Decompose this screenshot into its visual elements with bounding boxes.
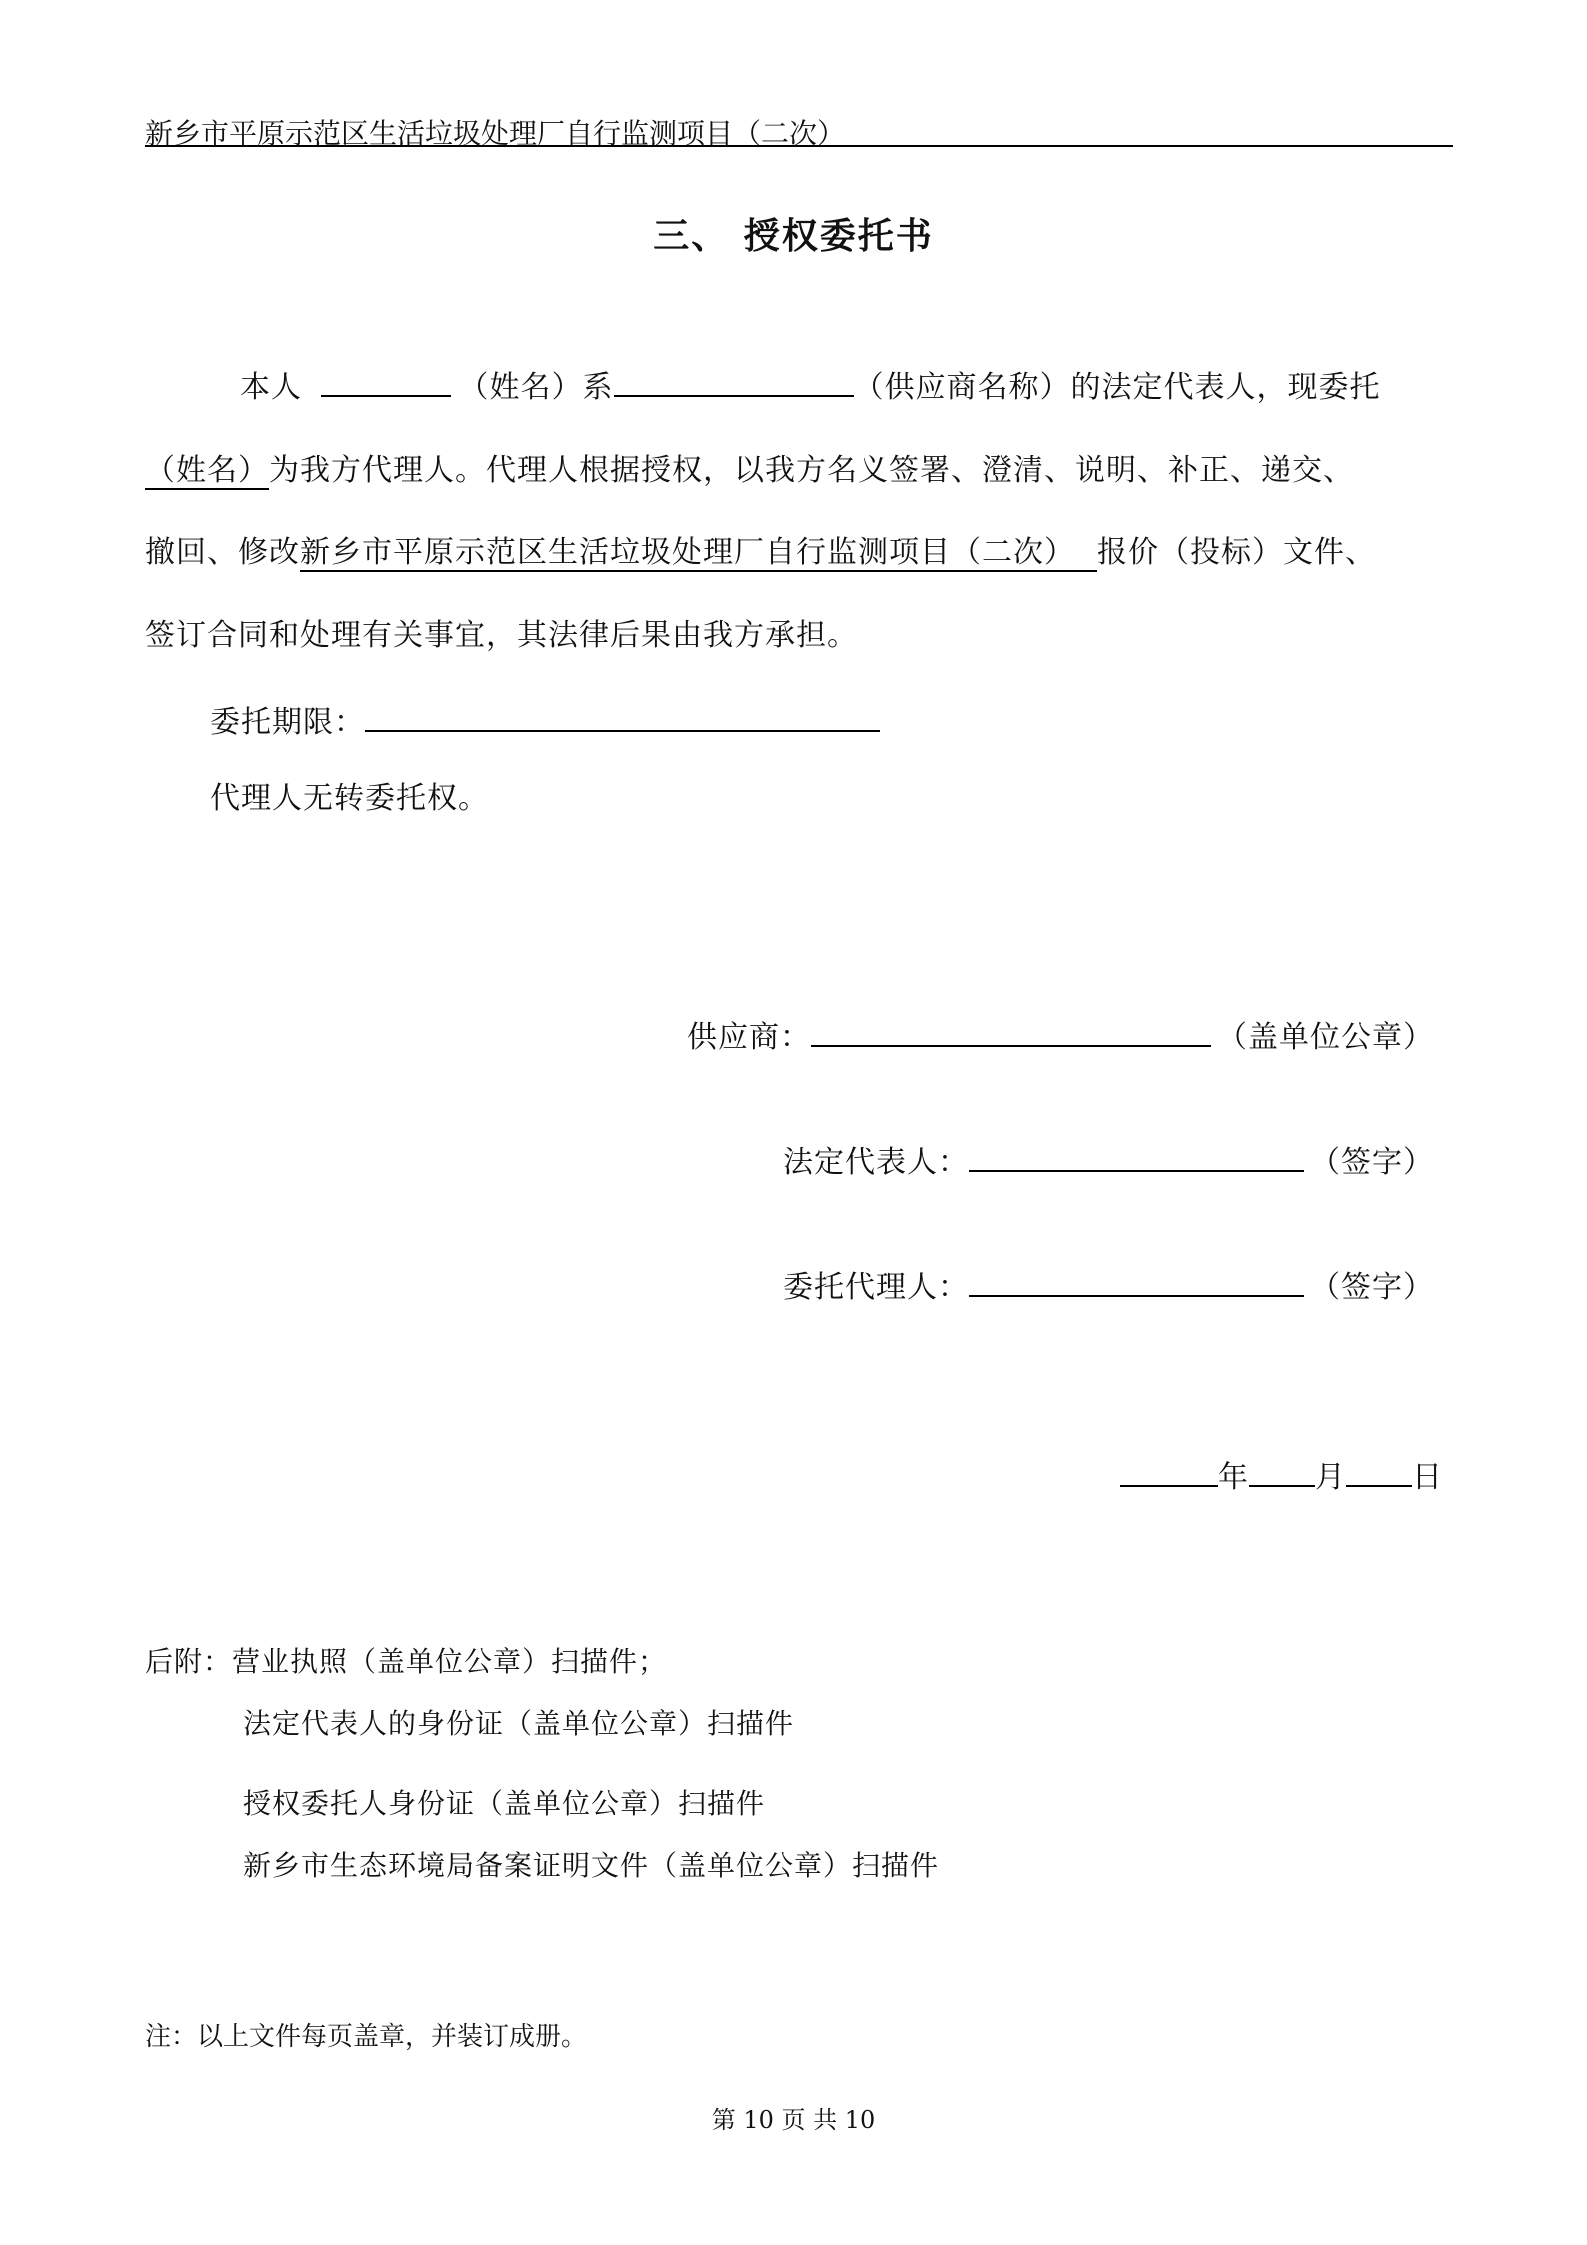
- attachment-item: 法定代表人的身份证（盖单位公章）扫描件: [243, 1707, 795, 1740]
- name-blank: [321, 369, 451, 397]
- note: 注：以上文件每页盖章，并装订成册。: [145, 2022, 588, 2052]
- date-line: [1120, 1452, 1443, 1496]
- attachment-item: 营业执照（盖单位公章）扫描件；: [232, 1645, 668, 1678]
- attachments-label: 后附：: [145, 1645, 233, 1678]
- attachment-item: 新乡市生态环境局备案证明文件（盖单位公章）扫描件: [243, 1849, 940, 1882]
- para1-line1-a: 本人: [240, 370, 302, 405]
- para1-line3-b: 报价（投标）文件、: [1097, 535, 1376, 570]
- para1-line2: [145, 445, 1354, 489]
- term-line: [210, 697, 880, 741]
- no-subdelegation: 代理人无转委托权。: [210, 781, 489, 816]
- document-title: 三、 授权委托书: [653, 216, 934, 257]
- para1-line1-c: （供应商名称）的法定代表人，现委托: [853, 370, 1381, 405]
- para1-line1-b: （姓名）系: [458, 370, 614, 405]
- supplier-note: （盖单位公章）: [1217, 1020, 1434, 1055]
- project-name-underlined: 新乡市平原示范区生活垃圾处理厂自行监测项目（二次）: [300, 535, 1097, 572]
- supplier-signature-line: [687, 1012, 1434, 1056]
- supplier-label: 供应商：: [687, 1020, 811, 1055]
- agent-note: （签字）: [1310, 1270, 1434, 1305]
- month-label: 月: [1315, 1460, 1346, 1495]
- header-project-title: 新乡市平原示范区生活垃圾处理厂自行监测项目（二次）: [145, 117, 846, 150]
- supplier-name-blank: [614, 369, 854, 397]
- legal-rep-signature-line: [783, 1137, 1434, 1181]
- term-label: 委托期限：: [210, 705, 365, 740]
- supplier-blank: [811, 1019, 1211, 1047]
- para1-line3-a: 撤回、修改: [145, 535, 300, 570]
- para1-line3: [145, 527, 1376, 571]
- month-blank: [1249, 1459, 1315, 1487]
- agent-name-underlined: （姓名）: [145, 453, 269, 488]
- day-label: 日: [1412, 1460, 1443, 1495]
- day-blank: [1346, 1459, 1412, 1487]
- legal-rep-blank: [969, 1144, 1304, 1172]
- legal-rep-label: 法定代表人：: [783, 1145, 969, 1180]
- year-label: 年: [1218, 1460, 1249, 1495]
- legal-rep-note: （签字）: [1310, 1145, 1434, 1180]
- para1-line4: 签订合同和处理有关事宜，其法律后果由我方承担。: [145, 618, 858, 653]
- agent-label: 委托代理人：: [783, 1270, 969, 1305]
- para1-line1: [240, 362, 1381, 406]
- header-rule: [145, 145, 1453, 147]
- year-blank: [1120, 1459, 1218, 1487]
- agent-blank: [969, 1269, 1304, 1297]
- attachments-first-line: [145, 1640, 667, 1680]
- agent-signature-line: [783, 1262, 1434, 1306]
- page-number: 第 10 页 共 10: [711, 2106, 876, 2134]
- term-blank: [365, 704, 880, 732]
- para1-line2-rest: 为我方代理人。代理人根据授权，以我方名义签署、澄清、说明、补正、递交、: [269, 453, 1354, 488]
- attachment-item: 授权委托人身份证（盖单位公章）扫描件: [243, 1787, 766, 1820]
